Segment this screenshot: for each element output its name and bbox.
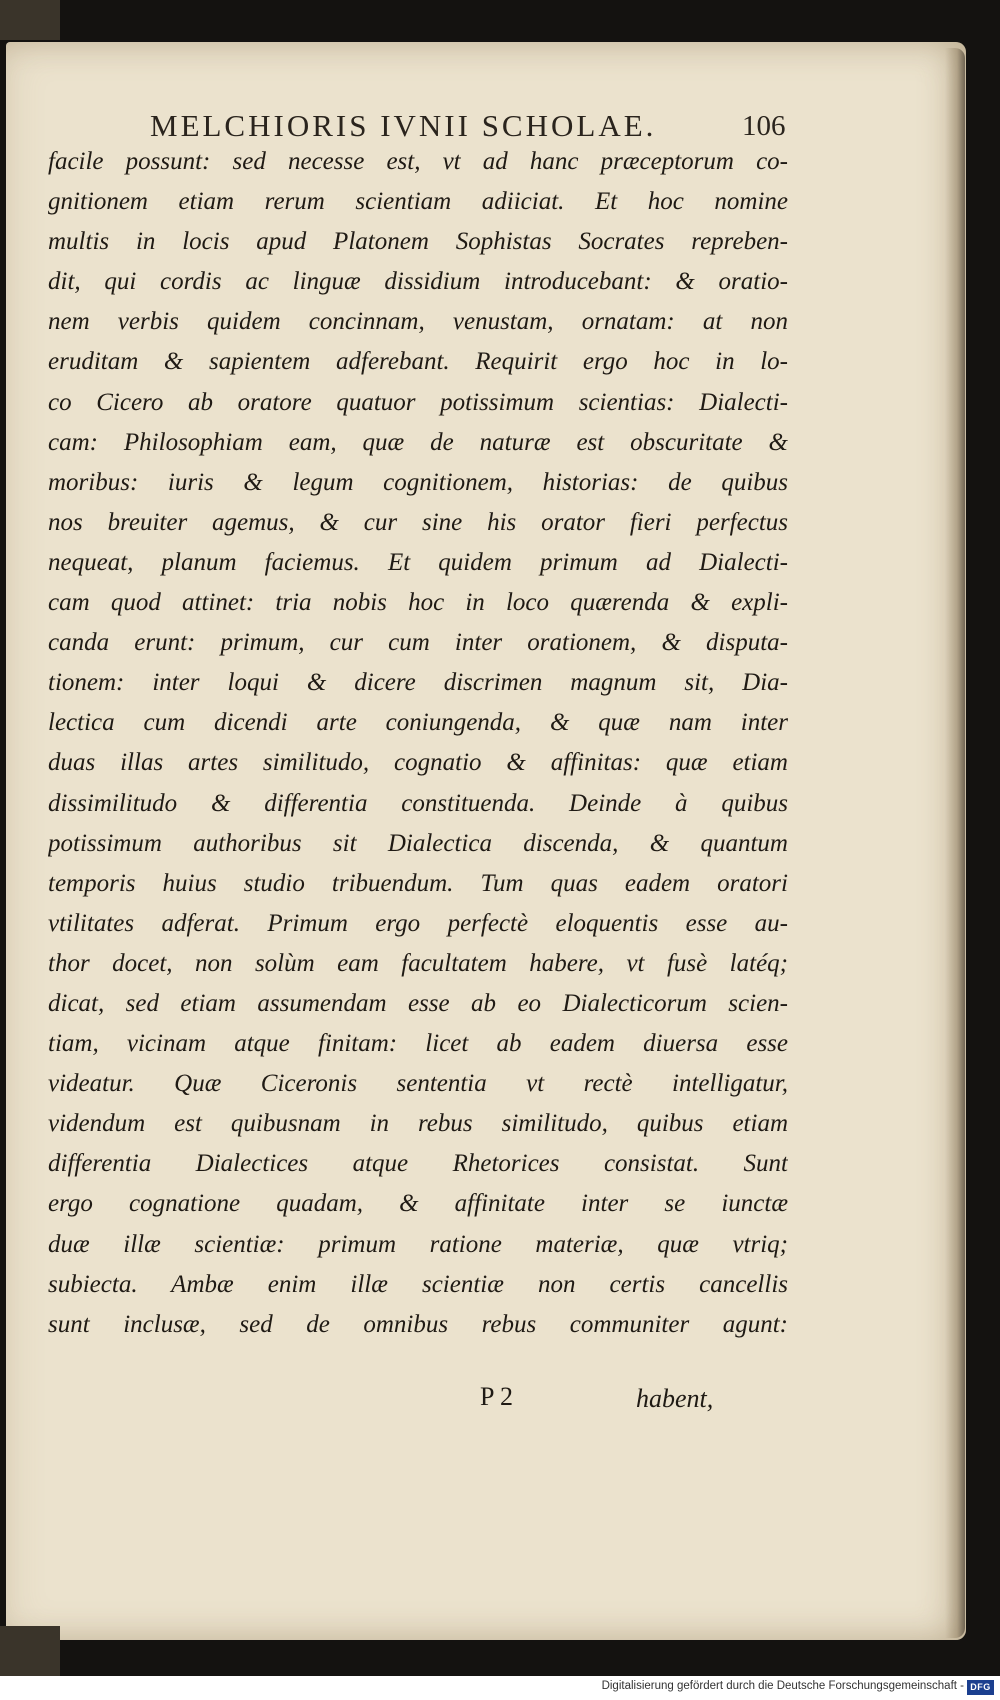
page-number: 106 xyxy=(742,110,786,142)
text-line: videndum est quibusnam in rebus similitudo, quibus etiam xyxy=(48,1110,788,1138)
text-line: cam quod attinet: tria nobis hoc in loco quærenda & expli- xyxy=(48,589,788,617)
text-line: nequeat, planum faciemus. Et quidem primum ad Dialecti- xyxy=(48,548,788,576)
text-line: subiecta. Ambæ enim illæ scientiæ non certis cancellis xyxy=(48,1270,788,1298)
text-line: gnitionem etiam rerum scientiam adiiciat. Et hoc nomine xyxy=(48,188,788,216)
text-line: ergo cognatione quadam, & affinitate inter se iunctæ xyxy=(48,1190,788,1218)
text-line: tiam, vicinam atque finitam: licet ab eadem diuersa esse xyxy=(48,1030,788,1058)
text-line: sunt inclusæ, sed de omnibus rebus communiter agunt: xyxy=(48,1310,788,1338)
text-line: lectica cum dicendi arte coniungenda, & quæ nam inter xyxy=(48,709,788,737)
text-block xyxy=(48,142,788,1345)
text-line: canda erunt: primum, cur cum inter orationem, & disputa- xyxy=(48,629,788,657)
text-line: differentia Dialectices atque Rhetorices consistat. Sunt xyxy=(48,1150,788,1178)
text-line: eruditam & sapientem adferebant. Requirit ergo hoc in lo- xyxy=(48,348,788,376)
catchword: habent, xyxy=(636,1384,714,1413)
text-line: dit, qui cordis ac linguæ dissidium introducebant: & oratio- xyxy=(48,268,788,296)
text-line: duas illas artes similitudo, cognatio & affinitas: quæ etiam xyxy=(48,749,788,777)
text-line: dicat, sed etiam assumendam esse ab eo Dialecticorum scien- xyxy=(48,989,788,1017)
text-line: moribus: iuris & legum cognitionem, historias: de quibus xyxy=(48,468,788,496)
signature-mark: P 2 xyxy=(480,1382,513,1411)
text-line: dissimilitudo & differentia constituenda. Deinde à quibus xyxy=(48,789,788,817)
text-line: cam: Philosophiam eam, quæ de naturæ est obscuritate & xyxy=(48,428,788,456)
text-line: videatur. Quæ Ciceronis sententia vt rectè intelligatur, xyxy=(48,1070,788,1098)
running-head: MELCHIORIS IVNII SCHOLAE. xyxy=(150,108,657,143)
page-edge-shadow xyxy=(945,48,965,1638)
text-line: nos breuiter agemus, & cur sine his orator fieri perfectus xyxy=(48,508,788,536)
text-line: thor docet, non solùm eam facultatem habere, vt fusè latéq; xyxy=(48,949,788,977)
text-line: facile possunt: sed necesse est, vt ad hanc præceptorum co- xyxy=(48,148,788,175)
text-line: potissimum authoribus sit Dialectica discenda, & quantum xyxy=(48,829,788,857)
text-line: duæ illæ scientiæ: primum ratione materiæ, quæ vtriq; xyxy=(48,1230,788,1258)
text-line: multis in locis apud Platonem Sophistas Socrates repreben- xyxy=(48,228,788,256)
text-line: temporis huius studio tribuendum. Tum quas eadem oratori xyxy=(48,869,788,897)
footer-credit: Digitalisierung gefördert durch die Deutsche Forschungsgemeinschaft - xyxy=(601,1680,964,1692)
text-line: vtilitates adferat. Primum ergo perfectè eloquentis esse au- xyxy=(48,909,788,937)
dfg-logo-icon: DFG xyxy=(967,1680,994,1695)
text-line: tionem: inter loqui & dicere discrimen magnum sit, Dia- xyxy=(48,669,788,697)
digitization-footer xyxy=(0,1676,1000,1700)
text-line: co Cicero ab oratore quatuor potissimum scientias: Dialecti- xyxy=(48,388,788,416)
text-line: nem verbis quidem concinnam, venustam, ornatam: at non xyxy=(48,308,788,336)
